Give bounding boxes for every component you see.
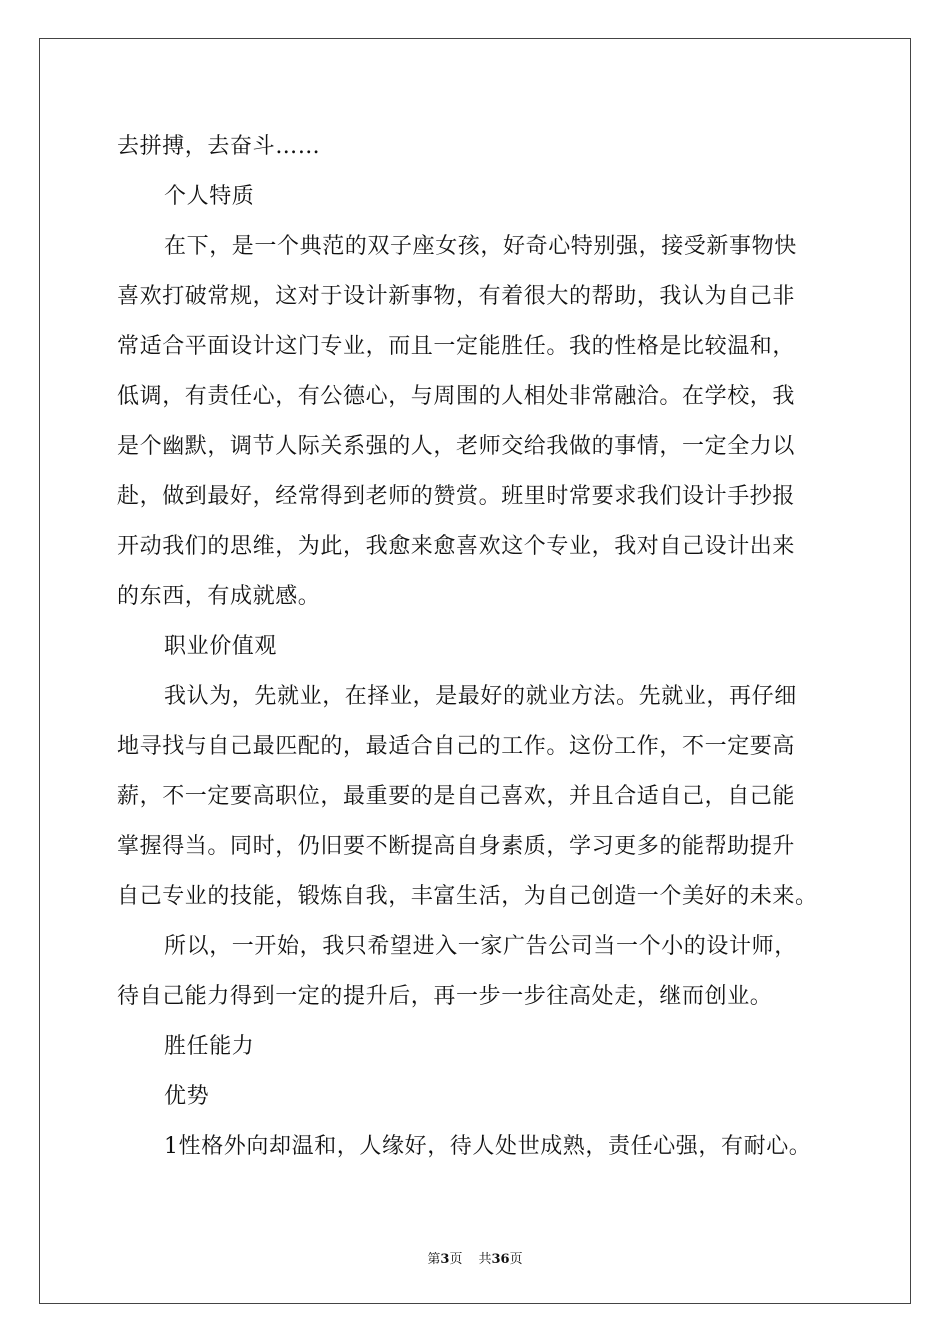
total-page-count: 36 [491,1252,510,1267]
text-line: 喜欢打破常规，这对于设计新事物，有着很大的帮助，我认为自己非 [117,284,796,309]
text-line: 的东西，有成就感。 [117,584,321,609]
text-line: 是个幽默，调节人际关系强的人，老师交给我做的事情，一定全力以 [117,434,796,459]
text-line: 自己专业的技能，锻炼自我，丰富生活，为自己创造一个美好的未来。 [117,884,818,909]
text-line: 低调，有责任心，有公德心，与周围的人相处非常融洽。在学校，我 [117,384,796,409]
document-body [117,128,847,1178]
text-line: 掌握得当。同时，仍旧要不断提高自身素质，学习更多的能帮助提升 [117,834,796,859]
current-page-number: 3 [440,1252,450,1267]
section-heading-personal-traits: 个人特质 [164,184,255,209]
text-line: 在下，是一个典范的双子座女孩，好奇心特别强，接受新事物快 [164,234,797,259]
page-footer [0,1248,950,1267]
section-heading-career-values: 职业价值观 [164,634,278,659]
text-line: 薪，不一定要高职位，最重要的是自己喜欢，并且合适自己，自己能 [117,784,796,809]
section-heading-competence: 胜任能力 [164,1034,255,1059]
text-line: 赴，做到最好，经常得到老师的赞赏。班里时常要求我们设计手抄报 [117,484,796,509]
subheading-strengths: 优势 [164,1084,210,1109]
footer-prefix: 第 [427,1252,441,1267]
text-line: 待自己能力得到一定的提升后，再一步一步往高处走，继而创业。 [117,984,773,1009]
text-line: 1性格外向却温和，人缘好，待人处世成熟，责任心强，有耐心。 [164,1134,812,1159]
text-line: 所以，一开始，我只希望进入一家广告公司当一个小的设计师， [164,934,797,959]
text-line: 去拼搏，去奋斗…… [117,134,321,159]
text-line: 开动我们的思维，为此，我愈来愈喜欢这个专业，我对自己设计出来 [117,534,796,559]
text-line: 地寻找与自己最匹配的，最适合自己的工作。这份工作，不一定要高 [117,734,796,759]
text-line: 我认为，先就业，在择业，是最好的就业方法。先就业，再仔细 [164,684,797,709]
text-line: 常适合平面设计这门专业，而且一定能胜任。我的性格是比较温和， [117,334,796,359]
footer-total-suffix: 页 [509,1252,523,1267]
footer-page-suffix: 页 [449,1252,463,1267]
footer-total-prefix: 共 [478,1252,492,1267]
